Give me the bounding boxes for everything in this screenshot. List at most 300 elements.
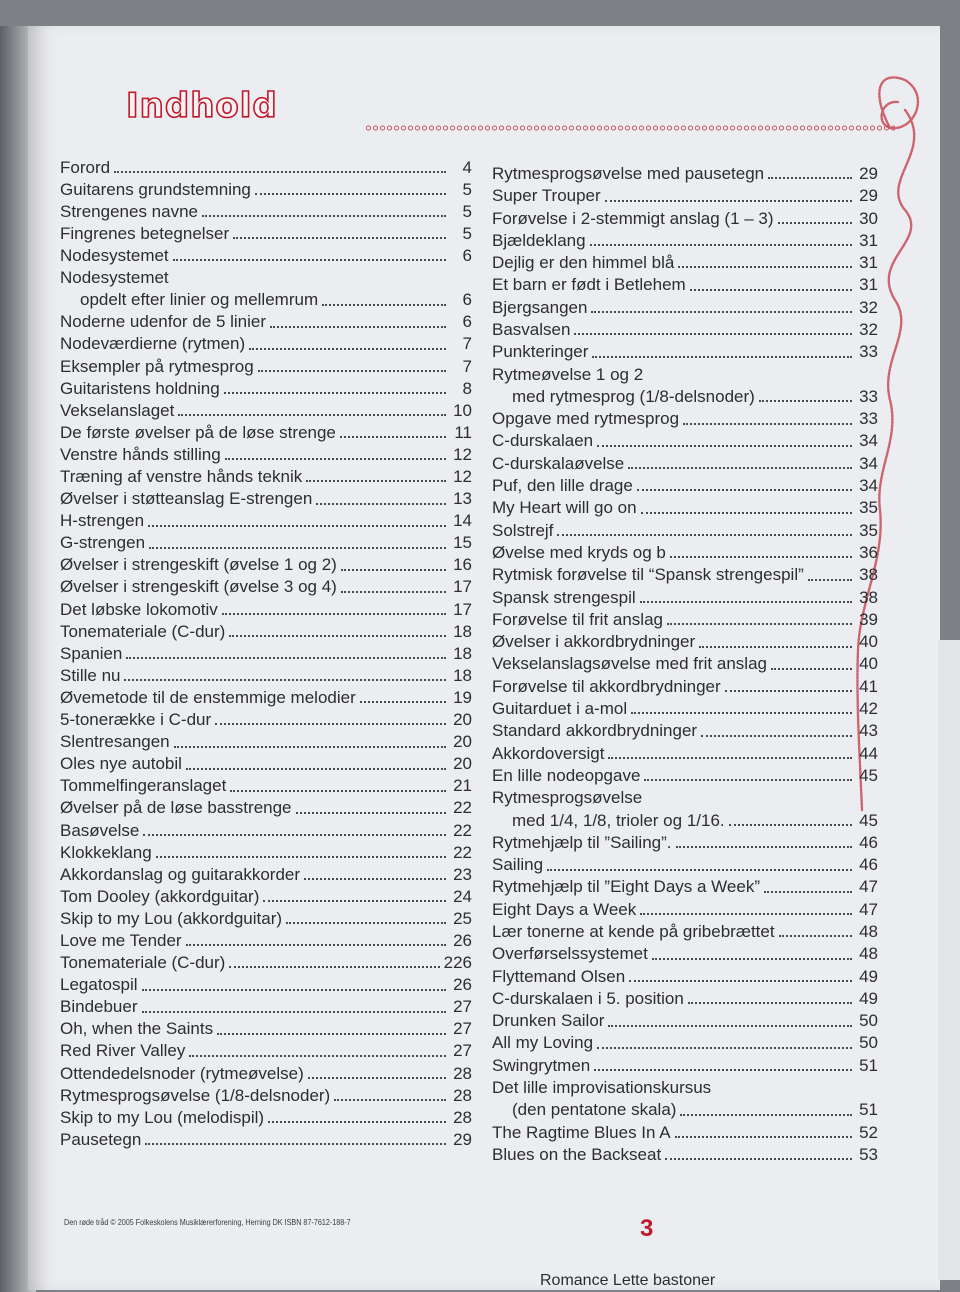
toc-entry-page: 20: [453, 732, 472, 752]
toc-entry: [492, 430, 878, 452]
toc-entry: [60, 863, 472, 885]
toc-entry: [60, 266, 472, 288]
toc-dot-leader: [316, 503, 446, 505]
toc-entry: [60, 554, 472, 576]
toc-entry-page: 19: [453, 687, 472, 707]
toc-dot-leader: [222, 613, 446, 615]
toc-dot-leader: [340, 436, 446, 438]
toc-entry: [60, 178, 472, 200]
toc-entry: [492, 162, 878, 184]
toc-entry-page: 17: [453, 599, 472, 619]
toc-dot-leader: [729, 824, 852, 826]
toc-entry-title: Det lille improvisationskursus: [492, 1078, 712, 1098]
toc-entry-title: med rytmesprog (1/8-delsnoder): [512, 386, 755, 406]
toc-entry-title: Skip to my Lou (akkordguitar): [60, 908, 283, 928]
toc-dot-leader: [145, 1143, 446, 1145]
toc-entry-page: 29: [859, 186, 878, 206]
toc-entry-page: 20: [453, 710, 472, 730]
toc-entry-page: 50: [859, 1033, 878, 1053]
toc-dot-leader: [597, 445, 852, 447]
toc-entry-title: Guitarens grundstemning: [60, 179, 251, 199]
toc-entry-page: 27: [453, 1041, 472, 1061]
toc-entry-title: C-durskalaen: [492, 431, 594, 451]
toc-entry: [60, 797, 472, 819]
toc-entry-page: 45: [859, 810, 878, 830]
toc-entry-page: 44: [859, 743, 878, 763]
toc-entry-page: 52: [859, 1122, 878, 1142]
toc-entry-page: 40: [859, 632, 878, 652]
toc-entry-title: Pausetegn: [60, 1129, 142, 1149]
toc-entry: [60, 443, 472, 465]
toc-entry-page: 48: [859, 922, 878, 941]
toc-entry: [492, 496, 878, 518]
toc-entry: [492, 563, 878, 585]
toc-entry-title: Ottendedelsnoder (rytmeøvelse): [60, 1063, 304, 1083]
toc-entry: [492, 385, 878, 407]
toc-entry-page: 30: [859, 208, 878, 228]
toc-entry-title: Sailing: [492, 855, 544, 875]
toc-dot-leader: [142, 1011, 446, 1013]
toc-entry-title: Øvelser i strengeskift (øvelse 1 og 2): [60, 555, 337, 575]
toc-entry-page: 48: [859, 944, 878, 964]
toc-dot-leader: [597, 1047, 852, 1049]
toc-entry: [60, 929, 472, 951]
toc-entry-title: Oh, when the Saints: [60, 1019, 214, 1039]
toc-entry: [60, 753, 472, 775]
toc-entry-title: Puf, den lille drage: [492, 476, 633, 496]
toc-dot-leader: [557, 534, 852, 536]
toc-dot-leader: [608, 757, 852, 759]
toc-entry: [492, 1098, 878, 1120]
toc-entry-title: C-durskalaøvelse: [492, 453, 625, 473]
toc-entry: [492, 1032, 878, 1054]
toc-entry-title: Strengenes navne: [60, 201, 198, 221]
toc-dot-leader: [229, 966, 439, 968]
toc-dot-leader: [263, 900, 446, 902]
toc-dot-leader: [678, 266, 852, 268]
toc-entry-title: Forøvelse i 2-stemmigt anslag (1 – 3): [492, 208, 774, 228]
toc-entry-title: Standard akkordbrydninger: [492, 721, 698, 741]
toc-entry: [60, 686, 472, 708]
toc-entry: [492, 519, 878, 541]
toc-entry: [60, 399, 472, 421]
toc-entry-title: Skip to my Lou (melodispil): [60, 1107, 265, 1127]
toc-entry: [492, 876, 878, 898]
toc-entry: [492, 340, 878, 362]
toc-dot-leader: [675, 1136, 852, 1138]
toc-entry-page: 32: [859, 297, 878, 317]
toc-dot-leader: [186, 768, 446, 770]
toc-entry-page: 4: [462, 157, 472, 177]
toc-entry-page: 33: [859, 386, 878, 406]
toc-entry-title: Øvelser i strengeskift (øvelse 3 og 4): [60, 577, 337, 597]
toc-dot-leader: [701, 735, 852, 737]
toc-left-column: [60, 156, 472, 1150]
toc-entry-page: 40: [859, 654, 878, 674]
toc-entry-page: 14: [453, 511, 472, 531]
toc-entry-page: 49: [859, 966, 878, 986]
toc-entry-title: (den pentatone skala): [512, 1100, 677, 1120]
toc-entry-title: Rytmesprogsøvelse (1/8-delsnoder): [60, 1085, 331, 1105]
toc-dot-leader: [605, 200, 852, 202]
toc-entry: [60, 642, 472, 664]
toc-entry-page: 36: [859, 542, 878, 562]
toc-entry-title: Rytmehjælp til ”Sailing”.: [492, 832, 672, 852]
toc-entry-title: Venstre hånds stilling: [60, 444, 221, 464]
toc-entry: [492, 273, 878, 295]
toc-dot-leader: [255, 193, 446, 195]
toc-dot-leader: [268, 1121, 446, 1123]
toc-entry: [60, 156, 472, 178]
toc-entry-page: 6: [462, 246, 472, 266]
toc-entry-title: Basvalsen: [492, 319, 571, 339]
toc-entry-page: 12: [453, 467, 472, 487]
toc-dot-leader: [608, 1025, 852, 1027]
toc-entry: [60, 708, 472, 730]
toc-entry-page: 18: [453, 643, 472, 663]
toc-entry: [60, 532, 472, 554]
toc-entry-page: 31: [859, 230, 878, 250]
toc-entry-page: 16: [453, 555, 472, 575]
toc-entry-page: 18: [453, 665, 472, 685]
toc-dot-leader: [148, 525, 446, 527]
copyright-footer: Den røde tråd © 2005 Folkeskolens Musiklærerforening, Herning DK ISBN 87-7612-188-7: [64, 1218, 351, 1227]
toc-dot-leader: [249, 348, 446, 350]
toc-entry-page: 22: [453, 798, 472, 818]
toc-dot-leader: [676, 846, 853, 848]
toc-dot-leader: [174, 746, 446, 748]
underlying-page-text: Romance Lette bastoner: [540, 1272, 716, 1289]
toc-entry-title: The Ragtime Blues In A: [492, 1122, 671, 1142]
toc-entry-title: En lille nodeopgave: [492, 765, 641, 785]
toc-entry: [492, 675, 878, 697]
toc-entry: [492, 363, 878, 385]
toc-entry-page: 12: [453, 444, 472, 464]
toc-dot-leader: [202, 215, 446, 217]
toc-dot-leader: [764, 891, 852, 893]
toc-dot-leader: [233, 237, 446, 239]
toc-dot-leader: [768, 177, 852, 179]
toc-entry-page: 24: [453, 886, 472, 906]
toc-entry-page: 23: [453, 864, 472, 884]
toc-entry-page: 31: [859, 253, 878, 273]
toc-entry-title: Øvemetode til de enstemmige melodier: [60, 687, 356, 707]
toc-dot-leader: [186, 944, 446, 946]
toc-entry: [492, 229, 878, 251]
toc-entry: [60, 1106, 472, 1128]
toc-entry: [60, 421, 472, 443]
toc-dot-leader: [688, 1002, 852, 1004]
toc-entry: [492, 1076, 878, 1098]
toc-dot-leader: [640, 913, 852, 915]
toc-dot-leader: [142, 989, 446, 991]
toc-entry-title: Rytmehjælp til ”Eight Days a Week”: [492, 877, 760, 897]
toc-entry-page: 29: [453, 1129, 472, 1149]
toc-dot-leader: [225, 458, 446, 460]
toc-entry: [492, 630, 878, 652]
toc-entry: [492, 184, 878, 206]
toc-entry-title: Spanien: [60, 643, 123, 663]
toc-entry-title: My Heart will go on: [492, 498, 637, 518]
toc-entry-page: 21: [453, 776, 472, 796]
toc-entry-title: Træning af venstre hånds teknik: [60, 467, 303, 487]
toc-entry-page: 25: [453, 908, 472, 928]
title-underline-thread: [365, 124, 895, 132]
toc-entry: [60, 819, 472, 841]
toc-entry-page: 13: [453, 489, 472, 509]
toc-entry: [60, 289, 472, 311]
toc-dot-leader: [114, 171, 446, 173]
toc-entry-page: 17: [453, 577, 472, 597]
toc-entry: [492, 452, 878, 474]
toc-dot-leader: [124, 679, 446, 681]
toc-entry-page: 226: [443, 953, 472, 973]
toc-entry: [492, 742, 878, 764]
toc-entry-page: 51: [859, 1055, 878, 1075]
toc-entry-page: 8: [462, 378, 472, 398]
toc-dot-leader: [341, 591, 446, 593]
toc-entry-title: Rytmeøvelse 1 og 2: [492, 364, 644, 384]
toc-dot-leader: [628, 467, 852, 469]
toc-entry-title: Swingrytmen: [492, 1055, 591, 1075]
toc-dot-leader: [258, 370, 446, 372]
toc-entry: [492, 853, 878, 875]
toc-dot-leader: [808, 579, 852, 581]
toc-entry-page: 43: [859, 721, 878, 741]
toc-entry-title: De første øvelser på de løse strenge: [60, 422, 336, 442]
toc-entry: [492, 608, 878, 630]
toc-entry-page: 46: [859, 832, 878, 852]
toc-entry-title: Vekselanslagsøvelse med frit anslag: [492, 654, 767, 674]
toc-entry-page: 51: [859, 1100, 878, 1120]
toc-entry-title: Blues on the Backseat: [492, 1144, 662, 1164]
toc-entry-page: 28: [453, 1085, 472, 1105]
toc-dot-leader: [304, 878, 446, 880]
toc-dot-leader: [637, 489, 852, 491]
toc-entry-page: 41: [859, 676, 878, 696]
toc-entry-page: 10: [453, 400, 472, 420]
toc-dot-leader: [574, 333, 852, 335]
toc-entry-title: Tonemateriale (C-dur): [60, 953, 226, 973]
toc-entry: [60, 598, 472, 620]
toc-entry-page: 11: [454, 422, 472, 442]
toc-entry-title: Forord: [60, 157, 111, 177]
toc-entry-page: 49: [859, 988, 878, 1008]
toc-dot-leader: [322, 304, 446, 306]
toc-entry: [60, 1040, 472, 1062]
toc-dot-leader: [215, 723, 446, 725]
toc-entry-title: Vekselanslaget: [60, 400, 175, 420]
toc-entry-title: Rytmesprogsøvelse med pausetegn: [492, 163, 765, 183]
toc-entry-page: 32: [859, 319, 878, 339]
toc-entry: [492, 942, 878, 964]
toc-entry: [492, 1054, 878, 1076]
toc-dot-leader: [143, 834, 446, 836]
toc-entry-page: 38: [859, 587, 878, 607]
toc-entry: [60, 951, 472, 973]
toc-entry-title: Flyttemand Olsen: [492, 966, 626, 986]
toc-entry-title: Guitaristens holdning: [60, 378, 220, 398]
toc-entry-title: Forøvelse til akkordbrydninger: [492, 676, 721, 696]
toc-dot-leader: [592, 356, 852, 358]
toc-entry-title: Tommelfingeranslaget: [60, 776, 227, 796]
toc-dot-leader: [759, 400, 852, 402]
toc-entry-page: 28: [453, 1063, 472, 1083]
toc-dot-leader: [652, 958, 852, 960]
toc-right-column: [492, 162, 878, 1165]
toc-entry-page: 34: [859, 476, 878, 496]
toc-entry-title: Drunken Sailor: [492, 1011, 605, 1031]
toc-entry-title: Klokkeklang: [60, 842, 152, 862]
toc-entry-title: Rytmesprogsøvelse: [492, 788, 643, 808]
toc-entry-title: Solstrejf: [492, 520, 554, 540]
page-title: Indhold: [126, 86, 278, 126]
toc-entry-page: 22: [453, 842, 472, 862]
toc-entry-page: 45: [859, 765, 878, 785]
toc-entry-title: G-strengen: [60, 533, 146, 553]
toc-entry: [492, 296, 878, 318]
toc-entry-title: Akkordanslag og guitarakkorder: [60, 864, 301, 884]
toc-dot-leader: [547, 869, 852, 871]
toc-entry-page: 28: [453, 1107, 472, 1127]
toc-dot-leader: [725, 690, 852, 692]
toc-entry-title: Noderne udenfor de 5 linier: [60, 312, 267, 332]
toc-entry: [492, 318, 878, 340]
toc-entry-title: Nodeværdierne (rytmen): [60, 334, 246, 354]
toc-entry-title: Overførselssystemet: [492, 944, 648, 964]
toc-entry-title: Punkteringer: [492, 342, 589, 362]
toc-entry-page: 50: [859, 1011, 878, 1031]
toc-entry: [492, 1143, 878, 1165]
toc-entry: [60, 1128, 472, 1150]
toc-dot-leader: [126, 657, 446, 659]
toc-entry-page: 18: [453, 621, 472, 641]
toc-entry-page: 27: [453, 1019, 472, 1039]
toc-dot-leader: [341, 569, 446, 571]
toc-entry: [60, 244, 472, 266]
toc-entry-title: Super Trouper: [492, 186, 601, 206]
toc-dot-leader: [173, 259, 446, 261]
toc-entry-title: Legatospil: [60, 975, 138, 995]
toc-entry-page: 33: [859, 409, 878, 429]
toc-entry-title: Akkordoversigt: [492, 743, 605, 763]
toc-entry: [492, 653, 878, 675]
toc-entry-page: 47: [859, 899, 878, 919]
toc-entry-title: Tom Dooley (akkordguitar): [60, 886, 260, 906]
toc-dot-leader: [778, 222, 852, 224]
toc-entry-title: Lær tonerne at kende på gribebrættet: [492, 922, 775, 941]
toc-entry-title: Rytmisk forøvelse til “Spansk strengespil”: [492, 565, 804, 585]
toc-entry-page: 46: [859, 855, 878, 875]
toc-entry: [492, 541, 878, 563]
toc-entry-page: 39: [859, 609, 878, 629]
toc-dot-leader: [771, 668, 852, 670]
toc-entry: [60, 333, 472, 355]
toc-dot-leader: [594, 1069, 852, 1071]
toc-dot-leader: [306, 480, 446, 482]
toc-entry: [492, 809, 878, 831]
toc-entry-title: Stille nu: [60, 665, 121, 685]
toc-entry-page: 47: [859, 877, 878, 897]
toc-entry-page: 22: [453, 820, 472, 840]
toc-entry-title: All my Loving: [492, 1033, 594, 1053]
toc-dot-leader: [270, 326, 446, 328]
toc-dot-leader: [680, 1114, 852, 1116]
toc-entry-page: 42: [859, 699, 878, 719]
toc-dot-leader: [629, 980, 852, 982]
toc-entry: [492, 987, 878, 1009]
toc-entry-title: Basøvelse: [60, 820, 140, 840]
toc-entry-page: 5: [462, 201, 472, 221]
toc-entry-page: 6: [462, 290, 472, 310]
toc-entry-title: Oles nye autobil: [60, 754, 182, 774]
toc-dot-leader: [178, 414, 446, 416]
toc-entry-page: 6: [462, 312, 472, 332]
toc-dot-leader: [334, 1099, 446, 1101]
toc-dot-leader: [189, 1055, 446, 1057]
toc-entry-title: 5-tonerække i C-dur: [60, 710, 212, 730]
toc-dot-leader: [665, 1158, 852, 1160]
toc-entry-page: 34: [859, 453, 878, 473]
toc-dot-leader: [667, 623, 852, 625]
toc-entry: [492, 764, 878, 786]
toc-dot-leader: [286, 922, 446, 924]
toc-entry-title: Eight Days a Week: [492, 899, 637, 919]
toc-dot-leader: [690, 289, 852, 291]
toc-entry-title: Spansk strengespil: [492, 587, 636, 607]
toc-entry-title: Øvelser i støtteanslag E-strengen: [60, 489, 313, 509]
toc-dot-leader: [644, 779, 852, 781]
toc-entry: [60, 996, 472, 1018]
toc-entry: [492, 1009, 878, 1031]
toc-entry-title: Et barn er født i Betlehem: [492, 275, 686, 295]
toc-entry: [492, 207, 878, 229]
toc-entry: [492, 965, 878, 987]
toc-entry-title: opdelt efter linier og mellemrum: [80, 290, 319, 310]
toc-entry-title: Øvelser på de løse basstrenge: [60, 798, 292, 818]
toc-entry-title: Øvelse med kryds og b: [492, 542, 666, 562]
toc-entry: [492, 920, 878, 942]
toc-entry-title: Red River Valley: [60, 1041, 186, 1061]
toc-dot-leader: [640, 601, 852, 603]
toc-entry-title: Love me Tender: [60, 930, 182, 950]
toc-dot-leader: [670, 556, 852, 558]
toc-dot-leader: [699, 646, 852, 648]
toc-dot-leader: [360, 701, 446, 703]
toc-entry: [60, 355, 472, 377]
toc-dot-leader: [149, 547, 446, 549]
toc-entry-title: Fingrenes betegnelser: [60, 223, 230, 243]
toc-entry-page: 7: [462, 356, 472, 376]
underlying-page-edge: [938, 640, 960, 1280]
toc-dot-leader: [156, 856, 446, 858]
toc-entry: [60, 775, 472, 797]
toc-entry-page: 7: [462, 334, 472, 354]
toc-entry-page: 53: [859, 1144, 878, 1164]
toc-entry-title: Dejlig er den himmel blå: [492, 253, 675, 273]
toc-entry-title: Bindebuer: [60, 997, 138, 1017]
toc-entry: [60, 487, 472, 509]
toc-dot-leader: [591, 311, 852, 313]
toc-entry-page: 29: [859, 163, 878, 183]
toc-entry-title: Øvelser i akkordbrydninger: [492, 632, 696, 652]
toc-entry-title: C-durskalaen i 5. position: [492, 988, 684, 1008]
toc-entry-title: med 1/4, 1/8, trioler og 1/16.: [512, 810, 725, 830]
toc-entry: [60, 907, 472, 929]
toc-entry-page: 26: [453, 930, 472, 950]
toc-entry: [492, 831, 878, 853]
toc-entry: [492, 474, 878, 496]
